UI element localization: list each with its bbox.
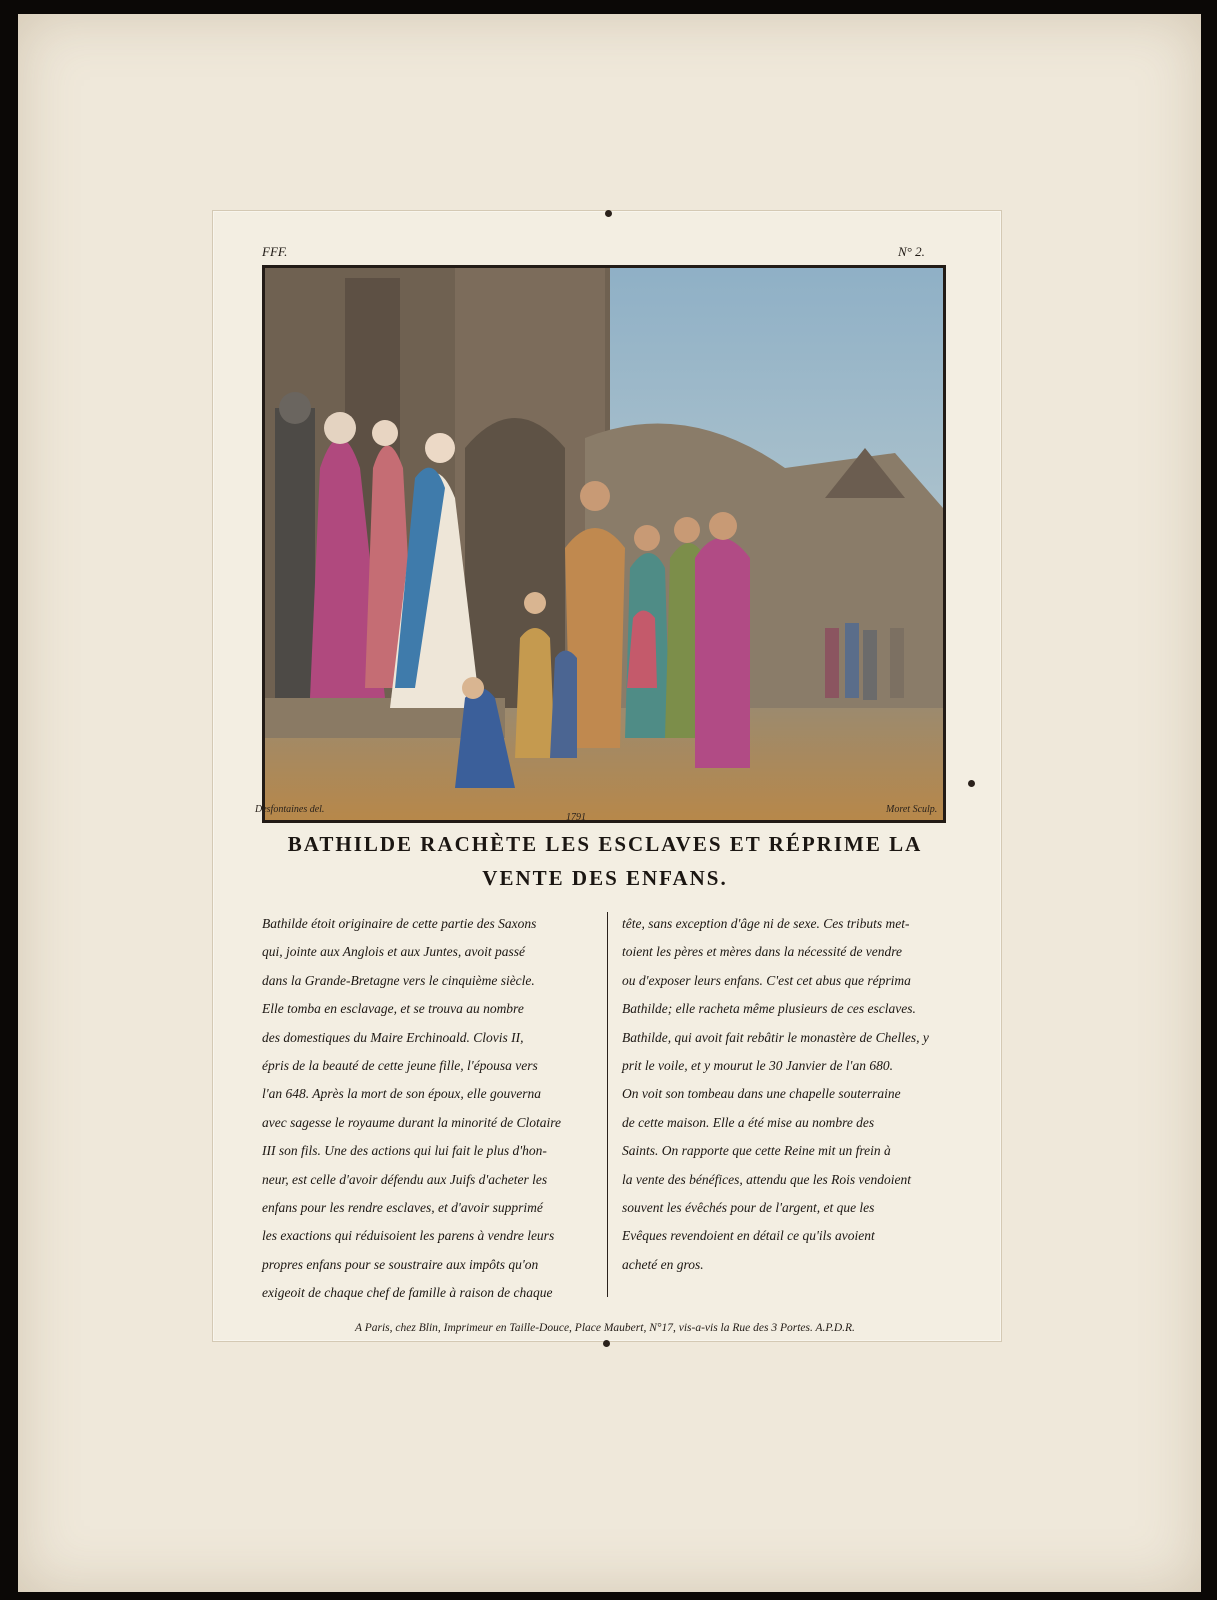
text-line: des domestiques du Maire Erchinoald. Clovis II, (262, 1029, 524, 1045)
text-line: Saints. On rapporte que cette Reine mit un frein à (622, 1143, 891, 1159)
text-line: neur, est celle d'avoir défendu aux Juifs d'acheter les (262, 1171, 548, 1187)
text-line: épris de la beauté de cette jeune fille, l'épousa vers (262, 1058, 538, 1074)
soldier-figure (275, 392, 315, 698)
plate-number: N° 2. (898, 244, 925, 259)
text-line: On voit son tombeau dans une chapelle souterraine (622, 1086, 901, 1102)
text-line: la vente des bénéfices, attendu que les Rois vendoient (622, 1171, 912, 1187)
text-line: acheté en gros. (622, 1256, 704, 1272)
text-line: III son fils. Une des actions qui lui fait le plus d'hon- (262, 1143, 547, 1159)
text-line: ou d'exposer leurs enfans. C'est cet abus que réprima (622, 972, 911, 988)
text-column-left (262, 910, 602, 1308)
text-line: de cette maison. Elle a été mise au nombre des (622, 1114, 875, 1130)
text-line: tête, sans exception d'âge ni de sexe. Ces tributs met- (622, 916, 910, 931)
text-line: dans la Grande-Bretagne vers le cinquième siècle. (262, 972, 535, 988)
text-line: enfans pour les rendre esclaves, et d'avoir supprimé (262, 1200, 543, 1216)
year: 1791 (566, 812, 586, 823)
text-column-right (622, 910, 962, 1279)
text-line: avec sagesse le royaume durant la minorité de Clotaire (262, 1114, 561, 1130)
pin-hole (605, 210, 612, 217)
scene-svg (265, 268, 943, 820)
text-line: les exactions qui réduisoient les parens à vendre leurs (262, 1228, 555, 1244)
background-figures (825, 623, 904, 700)
text-line: toient les pères et mères dans la nécessité de vendre (622, 944, 903, 960)
column-divider (607, 912, 608, 1297)
text-line: Bathilde, qui avoit fait rebâtir le monastère de Chelles, y (622, 1029, 929, 1045)
group-of-men-figures (625, 512, 750, 768)
pin-hole (603, 1340, 610, 1347)
text-line: souvent les évêchés pour de l'argent, et que les (622, 1200, 875, 1216)
text-line: exigeoit de chaque chef de famille à raison de chaque (262, 1285, 553, 1301)
text-line: Bathilde étoit originaire de cette partie des Saxons (262, 916, 537, 931)
engraving-illustration (262, 265, 946, 823)
text-line: Evêques revendoient en détail ce qu'ils avoient (622, 1228, 875, 1244)
publisher-imprint: A Paris, chez Blin, Imprimeur en Taille-Douce, Place Maubert, N°17, vis-a-vis la Rue des 3 Portes. A.P.D.R. (355, 1322, 855, 1334)
pin-hole (968, 780, 975, 787)
engraver-credit: Moret Sculp. (886, 804, 938, 815)
text-line: qui, jointe aux Anglois et aux Juntes, avoit passé (262, 944, 525, 960)
text-line: prit le voile, et y mourut le 30 Janvier de l'an 680. (622, 1058, 893, 1074)
plate-title-line1: BATHILDE RACHÈTE LES ESCLAVES ET RÉPRIME LA (287, 832, 923, 856)
artist-credit: Desfontaines del. (255, 804, 325, 815)
text-line: Elle tomba en esclavage, et se trouva au nombre (262, 1001, 524, 1017)
text-line: Bathilde; elle racheta même plusieurs de ces esclaves. (622, 1001, 916, 1017)
series-mark: FFF. (262, 244, 288, 259)
plate-title-line2: VENTE DES ENFANS. (482, 866, 728, 890)
text-line: propres enfans pour se soustraire aux impôts qu'on (262, 1256, 539, 1272)
text-line: l'an 648. Après la mort de son époux, elle gouverna (262, 1086, 541, 1102)
